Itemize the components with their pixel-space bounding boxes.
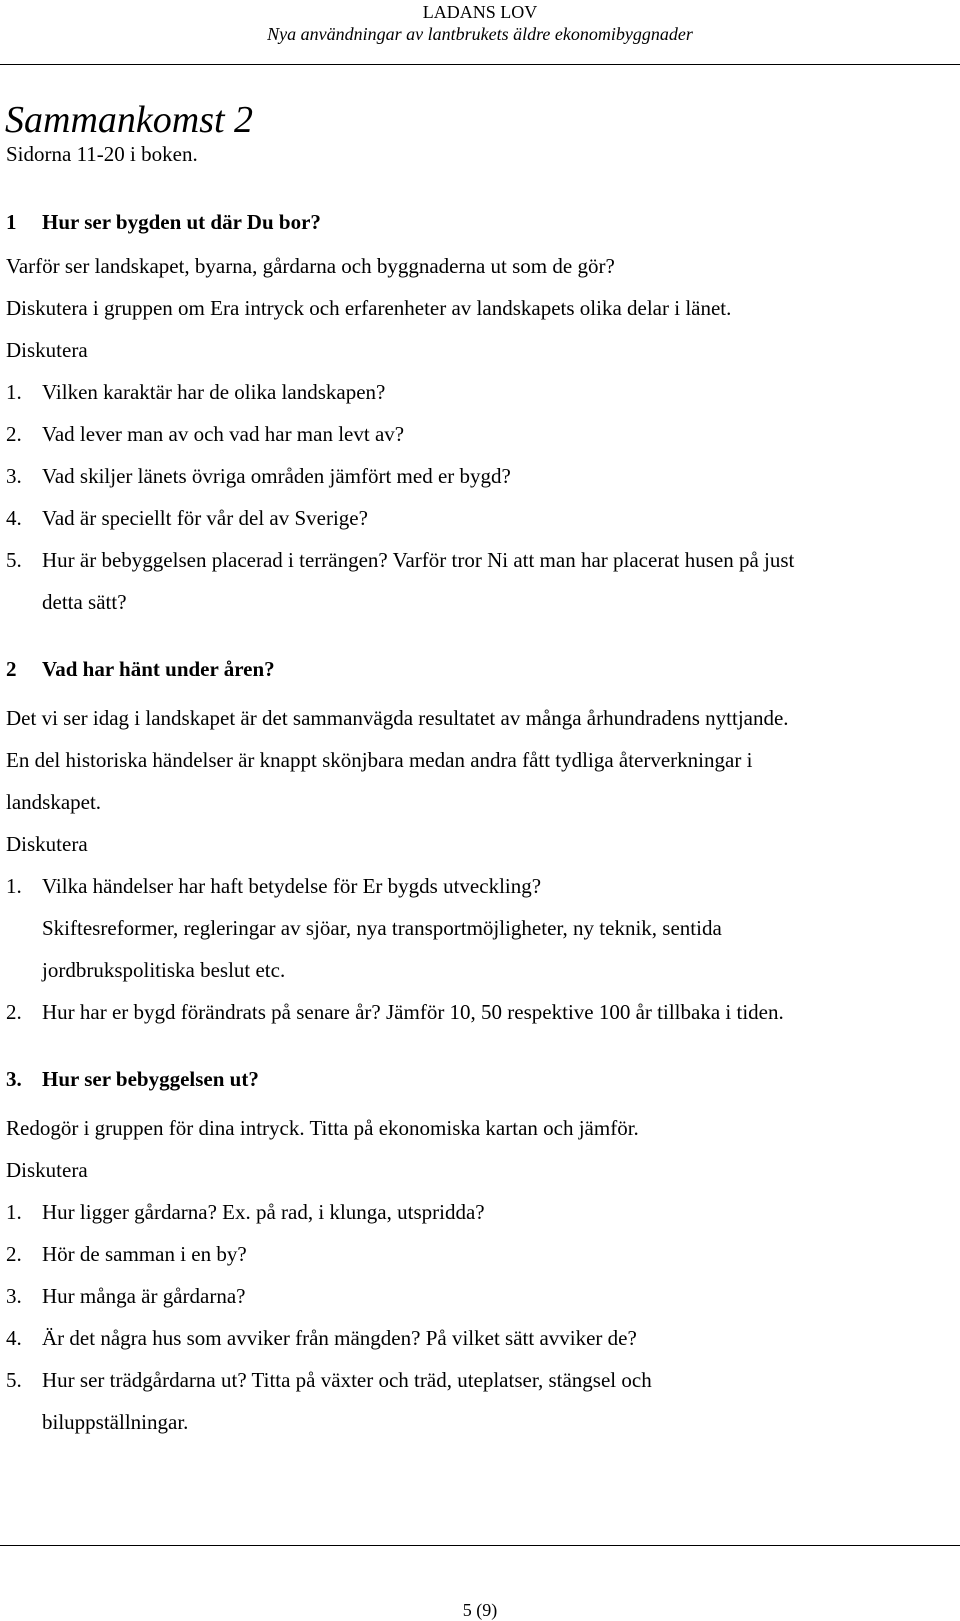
section1-paragraph-line: Varför ser landskapet, byarna, gårdarna och byggnaderna ut som de gör? [6, 254, 615, 278]
list-item-continuation: Skiftesreformer, regleringar av sjöar, nya transportmöjligheter, ny teknik, sentida [42, 916, 722, 940]
header-title: LADANS LOV [422, 2, 538, 22]
list-item-number: 5. [6, 548, 22, 572]
list-item-number: 1. [6, 380, 22, 404]
list-item-number: 2. [6, 1000, 22, 1024]
list-item: Är det några hus som avviker från mängden? På vilket sätt avviker de? [42, 1326, 637, 1350]
list-item: Hur har er bygd förändrats på senare år? Jämför 10, 50 respektive 100 år tillbaka i tiden. [42, 1000, 784, 1024]
list-item-number: 3. [6, 1284, 22, 1308]
section2-number: 2 [6, 657, 17, 681]
list-item: Vilken karaktär har de olika landskapen? [42, 380, 386, 404]
list-item: Vad skiljer länets övriga områden jämfört med er bygd? [42, 464, 511, 488]
section2-paragraph-line: Det vi ser idag i landskapet är det sammanvägda resultatet av många århundradens nyttjande. [6, 706, 789, 730]
section2-discuss-label: Diskutera [6, 832, 88, 856]
section1-discuss-label: Diskutera [6, 338, 88, 362]
section1-number: 1 [6, 210, 17, 234]
list-item-number: 2. [6, 422, 22, 446]
list-item: Hur är bebyggelsen placerad i terrängen? Varför tror Ni att man har placerat husen på just [42, 548, 795, 572]
section3-paragraph-line: Redogör i gruppen för dina intryck. Titta på ekonomiska kartan och jämför. [6, 1116, 639, 1140]
list-item: Hur ligger gårdarna? Ex. på rad, i klunga, utspridda? [42, 1200, 485, 1224]
intro-text: Sidorna 11-20 i boken. [6, 142, 198, 166]
section2-heading: Vad har hänt under åren? [42, 657, 275, 681]
section3-heading: Hur ser bebyggelsen ut? [42, 1067, 259, 1091]
list-item-number: 5. [6, 1368, 22, 1392]
section3-number: 3. [6, 1067, 22, 1091]
list-item-continuation: jordbrukspolitiska beslut etc. [42, 958, 286, 982]
list-item-continuation: biluppställningar. [42, 1410, 189, 1434]
list-item-continuation: detta sätt? [42, 590, 127, 614]
section1-paragraph-line: Diskutera i gruppen om Era intryck och erfarenheter av landskapets olika delar i länet. [6, 296, 732, 320]
section3-discuss-label: Diskutera [6, 1158, 88, 1182]
section2-paragraph-line: landskapet. [6, 790, 102, 814]
list-item: Hör de samman i en by? [42, 1242, 247, 1266]
page-title: Sammankomst 2 [5, 99, 254, 141]
header-subtitle: Nya användningar av lantbrukets äldre ekonomibyggnader [267, 24, 693, 44]
page-number: 5 (9) [462, 1600, 498, 1620]
list-item: Vad lever man av och vad har man levt av? [42, 422, 405, 446]
header-divider [0, 64, 960, 65]
list-item-number: 4. [6, 506, 22, 530]
list-item: Hur många är gårdarna? [42, 1284, 246, 1308]
list-item-number: 2. [6, 1242, 22, 1266]
list-item-number: 4. [6, 1326, 22, 1350]
list-item: Vad är speciellt för vår del av Sverige? [42, 506, 368, 530]
section1-heading: Hur ser bygden ut där Du bor? [42, 210, 321, 234]
list-item-number: 3. [6, 464, 22, 488]
list-item: Vilka händelser har haft betydelse för Er bygds utveckling? [42, 874, 542, 898]
list-item: Hur ser trädgårdarna ut? Titta på växter och träd, uteplatser, stängsel och [42, 1368, 652, 1392]
section2-paragraph-line: En del historiska händelser är knappt skönjbara medan andra fått tydliga återverkningar i [6, 748, 753, 772]
list-item-number: 1. [6, 874, 22, 898]
footer-divider [0, 1545, 960, 1546]
list-item-number: 1. [6, 1200, 22, 1224]
